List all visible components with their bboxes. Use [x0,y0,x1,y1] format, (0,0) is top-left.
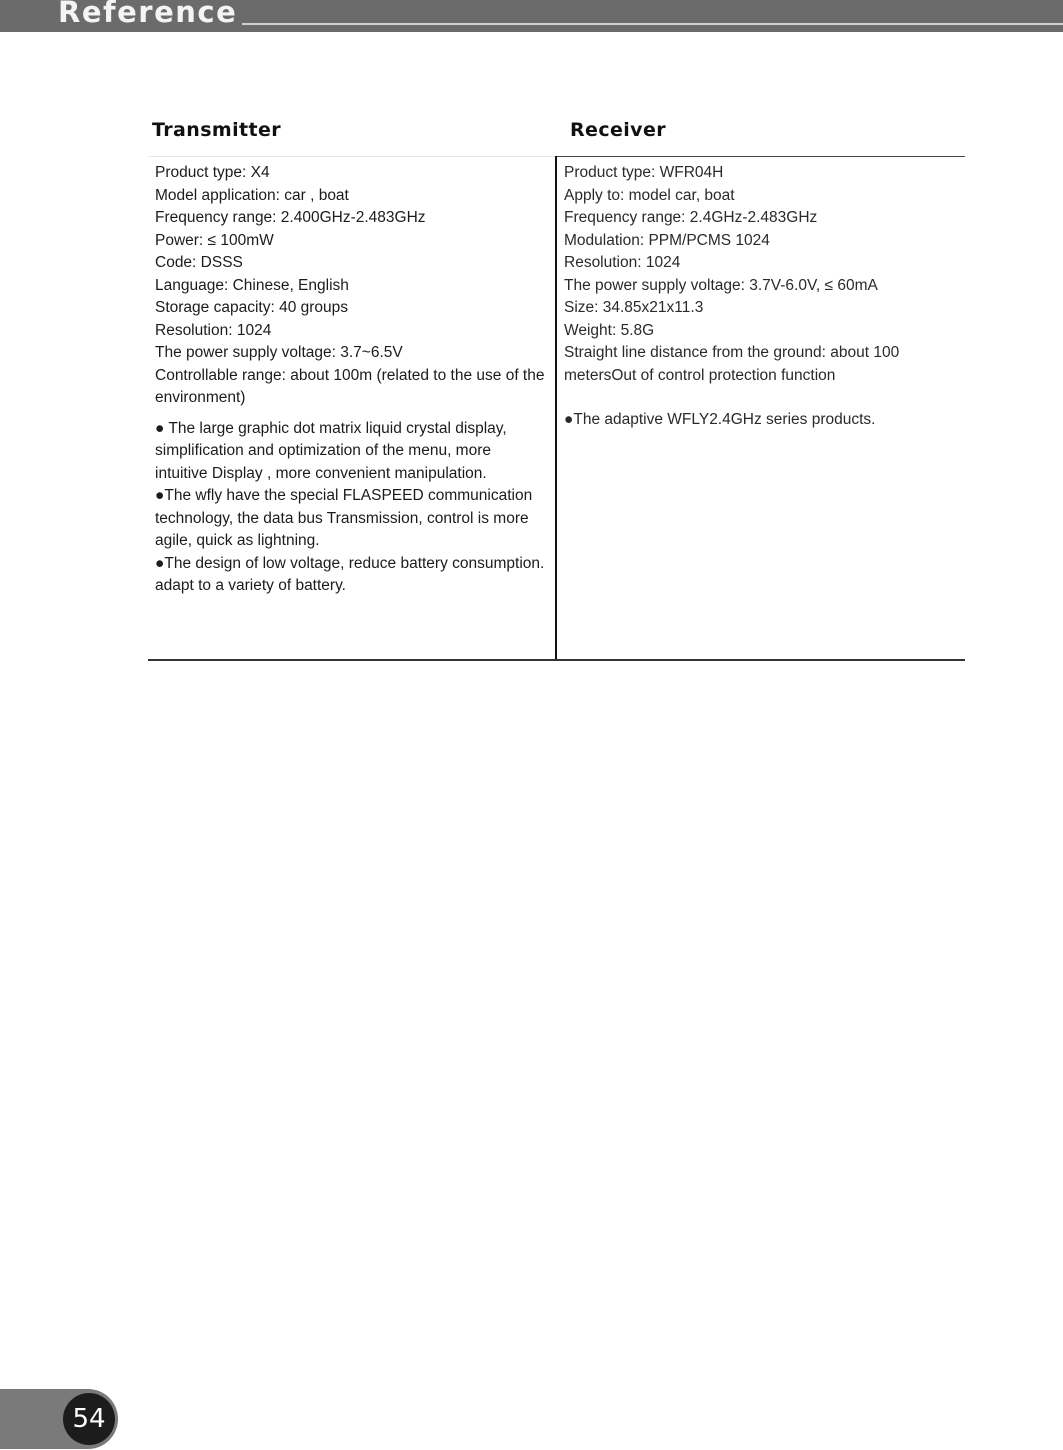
receiver-column [564,162,959,432]
receiver-heading: Receiver [570,119,667,141]
transmitter-spec: Resolution: 1024 [155,321,272,339]
receiver-spec: Weight: 5.8G [564,321,655,339]
receiver-spec: Modulation: PPM/PCMS 1024 [564,231,770,249]
receiver-spec: Size: 34.85x21x11.3 [564,299,704,316]
table-top-rule-right [556,156,965,157]
receiver-spec: Straight line distance from the ground: about 100 metersOut of control protection function [564,344,900,384]
page-number: 54 [72,1404,106,1434]
transmitter-spec: Language: Chinese, English [155,276,349,294]
transmitter-spec: Storage capacity: 40 groups [155,299,349,316]
page-section-title: Reference [58,0,238,29]
transmitter-spec: Model application: car , boat [155,186,349,204]
table-top-rule-left [148,156,555,157]
transmitter-spec: Controllable range: about 100m (related to the use of the environment) [155,366,545,406]
transmitter-feature: ●The design of low voltage, reduce battery consumption. adapt to a variety of battery. [155,554,545,594]
column-divider [555,156,557,661]
transmitter-spec: Frequency range: 2.400GHz-2.483GHz [155,209,426,226]
receiver-spec: Resolution: 1024 [564,254,681,271]
receiver-spec: Apply to: model car, boat [564,186,735,204]
receiver-spec: The power supply voltage: 3.7V-6.0V, ≤ 60mA [564,276,878,294]
receiver-spec: Frequency range: 2.4GHz-2.483GHz [564,209,818,226]
transmitter-spec: Power: ≤ 100mW [155,231,274,249]
transmitter-feature: ●The wfly have the special FLASPEED communication technology, the data bus Transmission, control is more agile, quick as lightning. [155,487,533,549]
table-bottom-rule [148,659,965,661]
transmitter-heading: Transmitter [152,119,282,141]
header-rule [242,23,1063,25]
transmitter-column [155,162,545,598]
receiver-spec: Product type: WFR04H [564,164,724,181]
transmitter-spec: Product type: X4 [155,164,270,181]
transmitter-feature: ● The large graphic dot matrix liquid crystal display, simplification and optimization of the menu, more intuitive Display , more convenient manipulation. [155,419,507,482]
transmitter-spec: The power supply voltage: 3.7~6.5V [155,344,403,361]
receiver-feature: ●The adaptive WFLY2.4GHz series products. [564,411,876,428]
transmitter-spec: Code: DSSS [155,254,243,271]
